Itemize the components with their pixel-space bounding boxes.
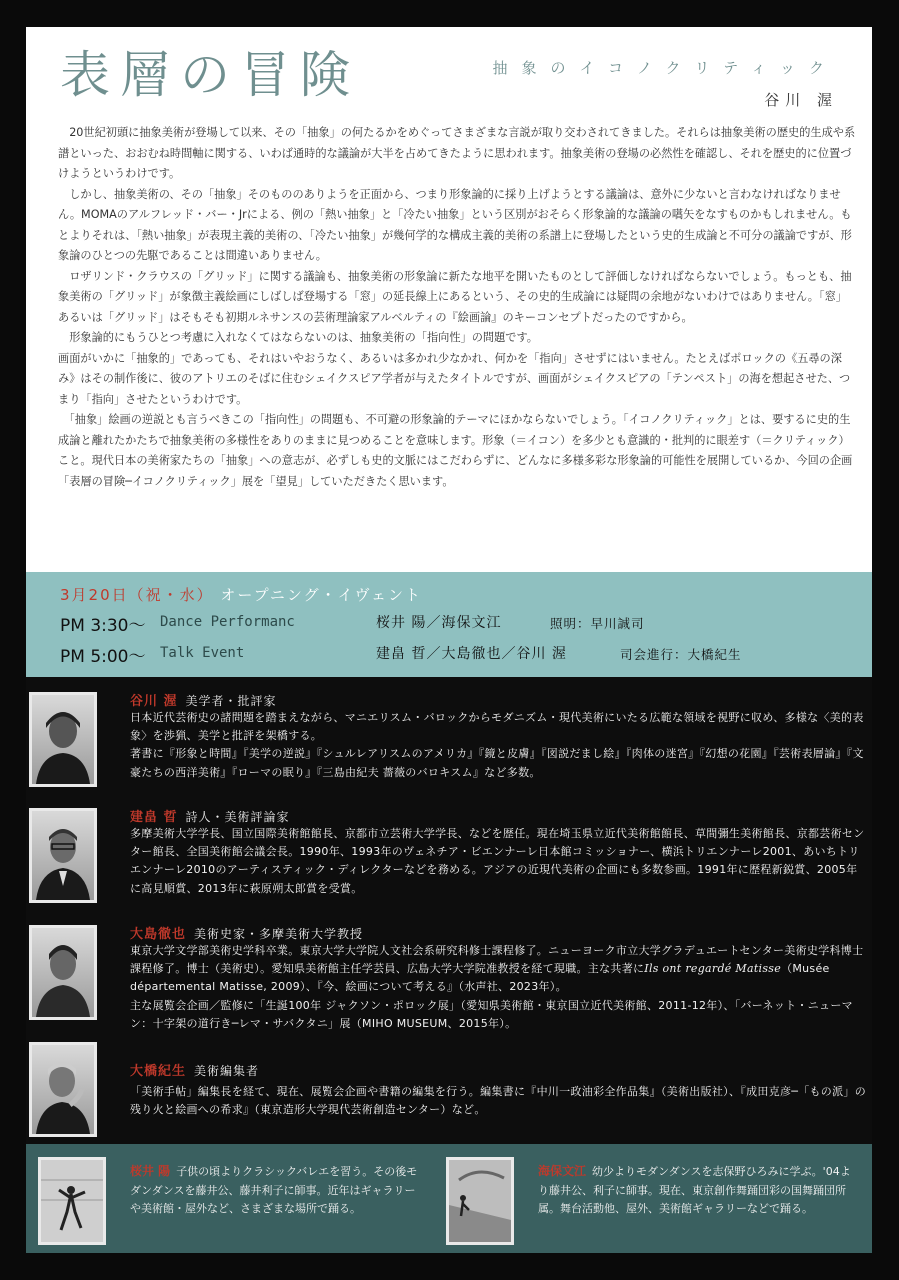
profile-tatehata <box>26 806 872 916</box>
dancer-figure-icon <box>449 1160 511 1242</box>
event-date: 3月20日（祝・水） <box>60 586 214 604</box>
portrait-photo <box>29 925 97 1020</box>
bio-line: 「美術手帖」編集長を経て、現在、展覧会企画や書籍の編集を行う。編集書に『中川一政油彩全作品集』（美術出版社）、『成田克彦─「もの派」の残り火と絵画への希求』（東京造形大学現代芸術創造センター）など。 <box>130 1085 866 1117</box>
event-kind: Talk Event <box>160 645 245 661</box>
dancer-photo <box>446 1157 514 1245</box>
profile-name: 建畠 晢 <box>130 810 178 825</box>
exhibition-subtitle: 抽象のイコノクリティック <box>492 59 838 77</box>
profile-name: 大島徹也 <box>130 927 187 942</box>
essay-paragraph: ロザリンド・クラウスの「グリッド」に関する議論も、抽象美術の形象論に新たな地平を開いたものとして評価しなければならないでしょう。もっとも、抽象美術の「グリッド」が象徴主義絵画にしばしば登場する「窓」の延長線上にあるという、その史的生成論には疑問の余地がないわけではありません。「窓」あるいは「グリッド」はそもそも初期ルネサンスの芸術理論家アルベルティの『絵画論』のキーコンセプトだったのですから。 <box>58 269 852 324</box>
event-role: 照明：早川誠司 <box>550 616 645 631</box>
event-kind: Dance Performanc <box>160 614 295 630</box>
exhibition-title: 表層の冒険 <box>60 46 360 104</box>
portrait-photo <box>29 692 97 787</box>
profile-title: 詩人・美術評論家 <box>185 810 290 824</box>
profile-heading <box>130 690 277 709</box>
person-silhouette-icon <box>32 811 94 900</box>
dancer-bio: 幼少よりモダンダンスを志保野ひろみに学ぶ。'04より藤井公、利子に師事。現在、東京創作舞踊団彩の国舞踊団所属。舞台活動他、屋外、美術館ギャラリーなどで踊る。 <box>538 1165 851 1215</box>
dancer-info-sakurai <box>130 1162 425 1219</box>
essay-paragraph: 20世紀初頭に抽象美術が登場して以来、その「抽象」の何たるかをめぐってさまざまな言説が取り交わされてきました。それらは抽象美術の歴史的生成や系譜といった、おおむね時間軸に関する、いわば通時的な議論が大半を占めてきたように思われます。抽象美術の登場の必然性を確認し、それを歴史的に位置づけようというわけです。 <box>58 126 856 180</box>
event-time: PM 5:00〜 <box>60 647 146 667</box>
essay-paragraph: 形象論的にもうひとつ考慮に入れなくてはならないのは、抽象美術の「指向性」の問題です。 <box>58 331 538 344</box>
bio-line <box>130 942 868 997</box>
profile-bio <box>130 709 868 782</box>
essay-paragraph: 「抽象」絵画の逆説とも言うべきこの「指向性」の問題も、不可避の形象論的テーマにほかならないでしょう。「イコノクリティック」とは、要するに史的生成論と離れたかたちで抽象美術の多様性をありのままに見つめることを意味します。形象（＝イコン）を多少とも意識的・批判的に眼差す（＝クリティック）こと。現代日本の美術家たちの「抽象」への意志が、必ずしも史的文脈にはこだわらずに、どんなに多様多彩な形象論的可能性を展開しているか、今回の企画「表層の冒険─イコノクリティック」展を「望見」していただきたく思います。 <box>58 413 853 488</box>
profile-name: 大橋紀生 <box>130 1064 187 1079</box>
flyer <box>26 27 872 1253</box>
essay-text <box>58 123 858 492</box>
profile-tanigawa <box>26 690 872 800</box>
profile-bio <box>130 1083 868 1119</box>
profile-bio <box>130 825 868 898</box>
profile-title: 美術史家・多摩美術大学教授 <box>194 927 364 941</box>
book-title: Ils ont regardé Matisse <box>644 962 782 976</box>
bio-line: 日本近代芸術史の諸問題を踏まえながら、マニエリスム・バロックからモダニズム・現代美術にいたる広範な領域を視野に収め、多様な〈美的表象〉を渉猟、美学と批評を架橋する。 <box>130 711 864 743</box>
essay-paragraph: しかし、抽象美術の、その「抽象」そのもののありようを正面から、つまり形象論的に採り上げようとする議論は、意外に少ないと言わなければなりません。MOMAのアルフレッド・バー・Jrによる、例の「熱い抽象」と「冷たい抽象」という区別がおそらく形象論的な議論の嚆矢をなすものかもしれません。もとよりそれは、「熱い抽象」が表現主義的美術の、「冷たい抽象」が幾何学的な構成主義的美術の系譜上に登場したという史的生成論と不可分の議論ですが、形象論のひとつの先駆であることは間違いありません。 <box>58 187 852 262</box>
bio-line: 主な展覧会企画／監修に「生誕100年 ジャクソン・ポロック展」（愛知県美術館・東京国立近代美術館、2011-12年）、「バーネット・ニューマン：十字架の道行き─レマ・サバクタニ」展（MIHO MUSEUM、2015年）。 <box>130 998 853 1030</box>
profile-heading <box>130 923 363 942</box>
person-silhouette-icon <box>32 1045 94 1134</box>
event-speakers: 建畠 晢／大島徹也／谷川 渥 <box>376 646 567 662</box>
profile-oshima <box>26 923 872 1043</box>
portrait-photo <box>29 808 97 903</box>
profile-heading <box>130 806 290 825</box>
event-heading <box>60 584 422 605</box>
dancer-info-kaiho <box>538 1162 858 1219</box>
profile-title: 美学者・批評家 <box>185 694 277 708</box>
profile-bio <box>130 942 868 1033</box>
dancer-name: 桜井 陽 <box>130 1164 171 1178</box>
event-role: 司会進行：大橋紀生 <box>620 647 742 662</box>
dancer-photo <box>38 1157 106 1245</box>
dancers-band <box>26 1144 872 1253</box>
dancer-figure-icon <box>41 1160 103 1242</box>
bio-line: 著書に『形象と時間』『美学の逆説』『シュルレアリスムのアメリカ』『鏡と皮膚』『図説だまし絵』『肉体の迷宮』『幻想の花園』『芸術表層論』『文豪たちの西洋美術』『ローマの眠り』『三島由紀夫 薔薇のバロキスム』など多数。 <box>130 747 864 779</box>
profile-name: 谷川 渥 <box>130 694 178 709</box>
event-row-talk <box>60 642 860 666</box>
dancer-name: 海保文江 <box>538 1164 587 1178</box>
profile-ohashi <box>26 1040 872 1140</box>
event-name: オープニング・イヴェント <box>220 586 423 604</box>
person-silhouette-icon <box>32 695 94 784</box>
event-row-dance <box>60 611 860 635</box>
essay-paragraph: 画面がいかに「抽象的」であっても、それはいやおうなく、あるいは多かれ少なかれ、何かを「指向」させずにはいません。たとえばポロックの《五尋の深み》はその制作後に、彼のアトリエのそばに住むシェイクスピア学者が与えたタイトルですが、画面がシェイクスピアの「テンペスト」の海を想起させた、つまり「指向」させたというわけです。 <box>58 351 851 406</box>
bio-text: 東京大学文学部美術史学科卒業。東京大学大学院人文社会系研究科修士課程修了。ニューヨーク市立大学グラデュエートセンター美術史学科博士課程修了。博士（美術史）。愛知県美術館主任学芸員、広島大学大学院准教授を経て現職。主な共著に <box>130 944 864 976</box>
opening-event-band <box>26 572 872 677</box>
bio-text: （Musée départemental Matisse, 2009）、『今、絵画について考える』（水声社、2023年）。 <box>130 962 830 994</box>
essay-author: 谷川 渥 <box>764 91 838 109</box>
event-time: PM 3:30〜 <box>60 616 146 636</box>
portrait-photo <box>29 1042 97 1137</box>
intro-section <box>26 27 872 572</box>
profile-heading <box>130 1060 259 1079</box>
profile-title: 美術編集者 <box>194 1064 260 1078</box>
dancer-bio: 子供の頃よりクラシックバレエを習う。その後モダンダンスを藤井公、藤井利子に師事。近年はギャラリーや美術館・屋外など、さまざまな場所で踊る。 <box>130 1165 418 1215</box>
event-performers: 桜井 陽／海保文江 <box>376 615 502 631</box>
bio-line: 多摩美術大学学長、国立国際美術館館長、京都市立芸術大学学長、などを歴任。現在埼玉県立近代美術館館長、草間彌生美術館長、京都芸術センター館長、全国美術館会議会長。1990年、1993年のヴェネチア・ビエンナーレ日本館コミッショナー、横浜トリエンナーレ2001、あいちトリエンナーレ2010のアーティスティック・ディレクターなどを務める。アジアの近現代美術の企画にも多数参画。1991年に歴程新鋭賞、2005年に高見順賞、2013年に萩原朔太郎賞を受賞。 <box>130 827 865 895</box>
person-silhouette-icon <box>32 928 94 1017</box>
